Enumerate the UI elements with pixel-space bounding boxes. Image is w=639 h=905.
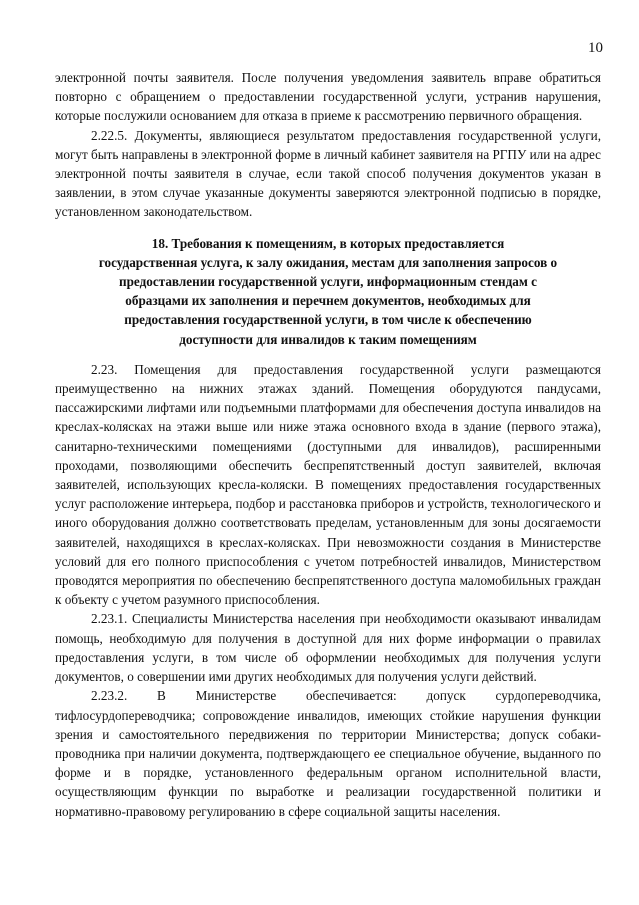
- paragraph: электронной почты заявителя. После получения уведомления заявитель вправе обратиться повторно с обращением о предоставлении государственной услуги, устранив нарушения, которые послужили основанием для отказа в приеме к рассмотрению первичного обращения.: [55, 70, 601, 124]
- paragraph-2-23: 2.23. Помещения для предоставления государственной услуги размещаются преимущественно на нижних этажах зданий. Помещения оборудуются пандусами, пассажирскими лифтами или подъемными платформами для обеспечения доступа инвалидов на креслах-колясках на этажи выше или ниже этажа основного входа в здание (первого этажа), санитарно-техническими помещениями (доступными для инвалидов), расширенными проходами, позволяющими обеспечить беспрепятственный доступ заявителей, включая заявителей, использующих кресла-коляски. В помещениях предоставления государственных услуг расположение интерьера, подбор и расстановка приборов и устройств, технологического и иного оборудования должно соответствовать пределам, установленным для зоны досягаемости заявителей, находящихся в креслах-колясках. При невозможности создания в Министерстве условий для его полного приспособления с учетом потребностей инвалидов, Министерством проводятся мероприятия по обеспечению беспрепятственного доступа маломобильных граждан к объекту с учетом разумного приспособления.: [55, 361, 601, 608]
- heading-line: 18. Требования к помещениям, в которых предоставляется: [151, 235, 505, 251]
- heading-line: доступности для инвалидов к таким помещениям: [179, 331, 477, 347]
- heading-line: государственная услуга, к залу ожидания, местам для заполнения запросов о: [98, 254, 558, 270]
- heading-line: предоставления государственной услуги, в том числе к обеспечению: [124, 312, 532, 328]
- document-body: [55, 68, 601, 821]
- heading-line: образцами их заполнения и перечнем документов, необходимых для: [125, 293, 531, 309]
- paragraph-2-23-1: 2.23.1. Специалисты Министерства населения при необходимости оказывают инвалидам помощь, необходимую для получения в доступной для них форме информации о правилах предоставления услуги, в том числе об оформлении необходимых для получения услуги документов, о совершении ими других необходимых для получения услуги действий.: [55, 611, 601, 685]
- page-number: 10: [588, 40, 603, 56]
- paragraph-2-23-2: 2.23.2. В Министерстве обеспечивается: допуск сурдопереводчика, тифлосурдопереводчика; сопровождение инвалидов, имеющих стойкие нарушения функции зрения и самостоятельного передвижения по территории Министерства; допуск собаки-проводника при наличии документа, подтверждающего ее специальное обучение, выданного по форме и в порядке, установленного федеральным органом исполнительной власти, осуществляющим функции по выработке и реализации государственной политики и нормативно-правовому регулированию в сфере социальной защиты населения.: [55, 688, 601, 819]
- section-heading: [55, 234, 601, 349]
- paragraph-2-22-5: 2.22.5. Документы, являющиеся результатом предоставления государственной услуги, могут быть направлены в электронной форме в личный кабинет заявителя на РГПУ или на адрес электронной почты заявителя в случае, если такой способ получения документов указан в заявлении, в этом случае указанные документы заверяются электронной подписью в порядке, установленном законодательством.: [55, 127, 601, 220]
- heading-line: предоставлении государственной услуги, информационным стендам с: [118, 274, 538, 290]
